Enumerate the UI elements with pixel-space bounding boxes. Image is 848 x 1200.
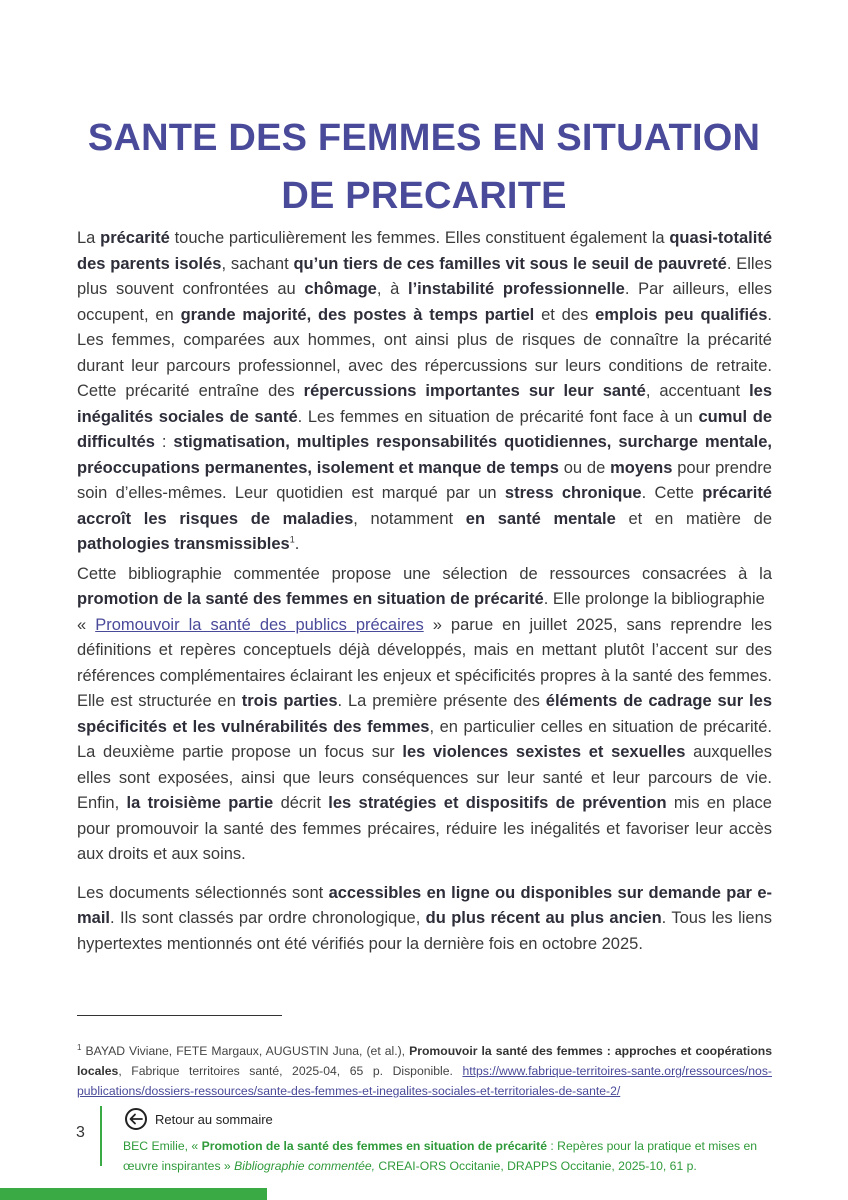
p2-run: promotion de la santé des femmes en situation de précarité xyxy=(77,590,544,608)
p1-run: et en matière de xyxy=(615,509,772,528)
arrow-left-circle-icon[interactable] xyxy=(125,1108,147,1130)
p3-run: . La première présente des xyxy=(337,692,546,710)
p1-run: les inégalités sociales de santé xyxy=(77,382,772,426)
paragraph-structure xyxy=(77,613,772,868)
bibliography-link[interactable]: Promouvoir la santé des publics précaires xyxy=(95,615,424,634)
p3-run: mis en place pour promouvoir la santé des femmes précaires, réduire les inégalités et favoriser leur accès aux droits et aux soins. xyxy=(77,794,772,863)
p1-run: l’instabilité professionnelle xyxy=(408,280,625,298)
p1-run: . Par ailleurs, elles occupent, en xyxy=(77,280,772,324)
citation xyxy=(123,1137,773,1176)
back-to-contents-link[interactable] xyxy=(125,1108,273,1130)
p1-run: touche particulièrement les femmes. Elles constituent également la xyxy=(169,229,670,247)
paragraph-bibliography xyxy=(77,562,772,613)
p1-run: stigmatisation, multiples responsabilités quotidiennes, surcharge mentale, préoccupations permanentes, isolement et manque de temps xyxy=(77,433,772,477)
citation-subtitle: : Repères pour la pratique et mises en œuvre inspirantes xyxy=(123,1139,758,1173)
p1-run: qu’un tiers de ces familles vit sous le seuil de pauvreté xyxy=(293,254,727,273)
p4-run: accessibles en ligne ou disponibles sur demande par e-mail xyxy=(77,883,772,927)
p1-run: : xyxy=(154,433,174,451)
p3-run: les stratégies et dispositifs de prévention xyxy=(328,794,667,812)
p1-run: . Elles plus souvent confrontées au xyxy=(77,254,772,298)
paragraph-intro-end: . xyxy=(294,535,300,553)
p3-run: » parue en juillet 2025, sans reprendre les définitions et repères conceptuels déjà développés, mais en mettant plutôt l’accent sur des références complémentaires éclairant les enjeux et spécificités propres à la santé des femmes. Elle est structurée en xyxy=(77,615,772,710)
page-title xyxy=(60,109,788,225)
p2-run: Cette bibliographie commentée propose une sélection de ressources consacrées à la xyxy=(77,564,772,583)
p3-run: auxquelles elles sont exposées, ainsi que leurs conséquences sur leur santé et leur parcours de vie. Enfin, xyxy=(77,743,772,812)
citation-close: » xyxy=(220,1158,235,1173)
footnote-url-link[interactable]: https://www.fabrique-territoires-sante.org/ressources/nos-publications/dossiers-ressources/sante-des-femmes-et-inegalites-sociales-et-territoriales-de-sante-2/ xyxy=(77,1064,772,1098)
p3-run: éléments de cadrage sur les spécificités et les vulnérabilités des femmes xyxy=(77,692,772,736)
p4-run: . Tous les liens hypertextes mentionnés ont été vérifiés pour la dernière fois en octobre 2025. xyxy=(77,909,773,953)
p1-run: , notamment xyxy=(353,509,466,528)
p1-run: en santé mentale xyxy=(465,509,616,528)
citation-rest: CREAI-ORS Occitanie, DRAPPS Occitanie, 2025-10, 61 p. xyxy=(375,1158,697,1173)
p1-run: répercussions importantes sur leur santé xyxy=(303,382,646,400)
p1-run: stress chronique xyxy=(504,484,642,502)
page-title-line-2: DE PRECARITE xyxy=(281,175,567,218)
p3-run: décrit xyxy=(273,794,329,812)
citation-title: Promotion de la santé des femmes en situation de précarité xyxy=(201,1139,547,1153)
p1-run: . Cette xyxy=(641,484,703,502)
footnote-title: Promouvoir la santé des femmes : approches et coopérations locales xyxy=(77,1044,772,1078)
p1-run: quasi-totalité des parents isolés xyxy=(77,229,773,273)
p1-run: ou de xyxy=(558,458,611,477)
p1-run: précarité accroît les risques de maladies xyxy=(77,484,772,528)
citation-type: Bibliographie commentée, xyxy=(234,1158,376,1173)
p1-run: pathologies transmissibles xyxy=(77,535,290,553)
p1-run: grande majorité, des postes à temps partiel xyxy=(180,305,535,324)
footnote-publisher: , Fabrique territoires santé, 2025-04, 65 p. Disponible. xyxy=(118,1064,463,1078)
p2-run: . Elle prolonge la bibliographie xyxy=(543,590,765,608)
p1-run: pour prendre soin d’elles-mêmes. Leur quotidien est marqué par un xyxy=(77,458,772,502)
p3-run: la troisième partie xyxy=(126,794,274,812)
paragraph-intro xyxy=(77,226,772,558)
page-number: 3 xyxy=(76,1124,85,1141)
footnote-ref[interactable]: 1 xyxy=(289,534,295,545)
p4-run: Les documents sélectionnés sont xyxy=(77,883,329,902)
p1-run: cumul de difficultés xyxy=(77,407,773,451)
footnote-divider xyxy=(77,1015,282,1016)
footnote xyxy=(77,1041,772,1101)
p1-run: . Les femmes en situation de précarité font face à un xyxy=(297,407,699,426)
quote-open: « xyxy=(77,615,96,634)
p1-run: , à xyxy=(376,280,409,298)
p1-run: moyens xyxy=(610,458,673,477)
p1-run: précarité xyxy=(100,229,170,247)
p3-run: , en particulier celles en situation de précarité. La deuxième partie propose un focus sur xyxy=(77,717,772,761)
page-title-line-1: SANTE DES FEMMES EN SITUATION xyxy=(87,117,761,160)
p4-run: du plus récent au plus ancien xyxy=(425,909,662,927)
p3-run: les violences sexistes et sexuelles xyxy=(402,743,686,761)
footnote-authors: BAYAD Viviane, FETE Margaux, AUGUSTIN Juna, (et al.), xyxy=(81,1044,410,1058)
p1-run: . Les femmes, comparées aux hommes, ont ainsi plus de risques de connaître la précarité durant leur parcours professionnel, avec des répercussions sur leurs conditions de retraite. Cette précarité entraîne des xyxy=(77,305,772,400)
p1-run: et des xyxy=(534,305,596,324)
paragraph-documents xyxy=(77,881,772,958)
back-to-contents-label[interactable]: Retour au sommaire xyxy=(155,1111,273,1127)
p1-run: chômage xyxy=(304,280,377,298)
p3-run: trois parties xyxy=(241,692,338,710)
main-text xyxy=(77,226,772,957)
p1-run: , accentuant xyxy=(645,382,750,400)
p1-run: La xyxy=(77,229,101,247)
footer-accent-bar xyxy=(0,1188,267,1200)
footer-divider xyxy=(100,1106,102,1166)
citation-author: BEC Emilie, « xyxy=(123,1139,202,1153)
p1-run: emplois peu qualifiés xyxy=(595,305,768,324)
footnote-number: 1 xyxy=(77,1042,82,1052)
p1-run: , sachant xyxy=(221,254,294,273)
p4-run: . Ils sont classés par ordre chronologique, xyxy=(110,909,426,927)
